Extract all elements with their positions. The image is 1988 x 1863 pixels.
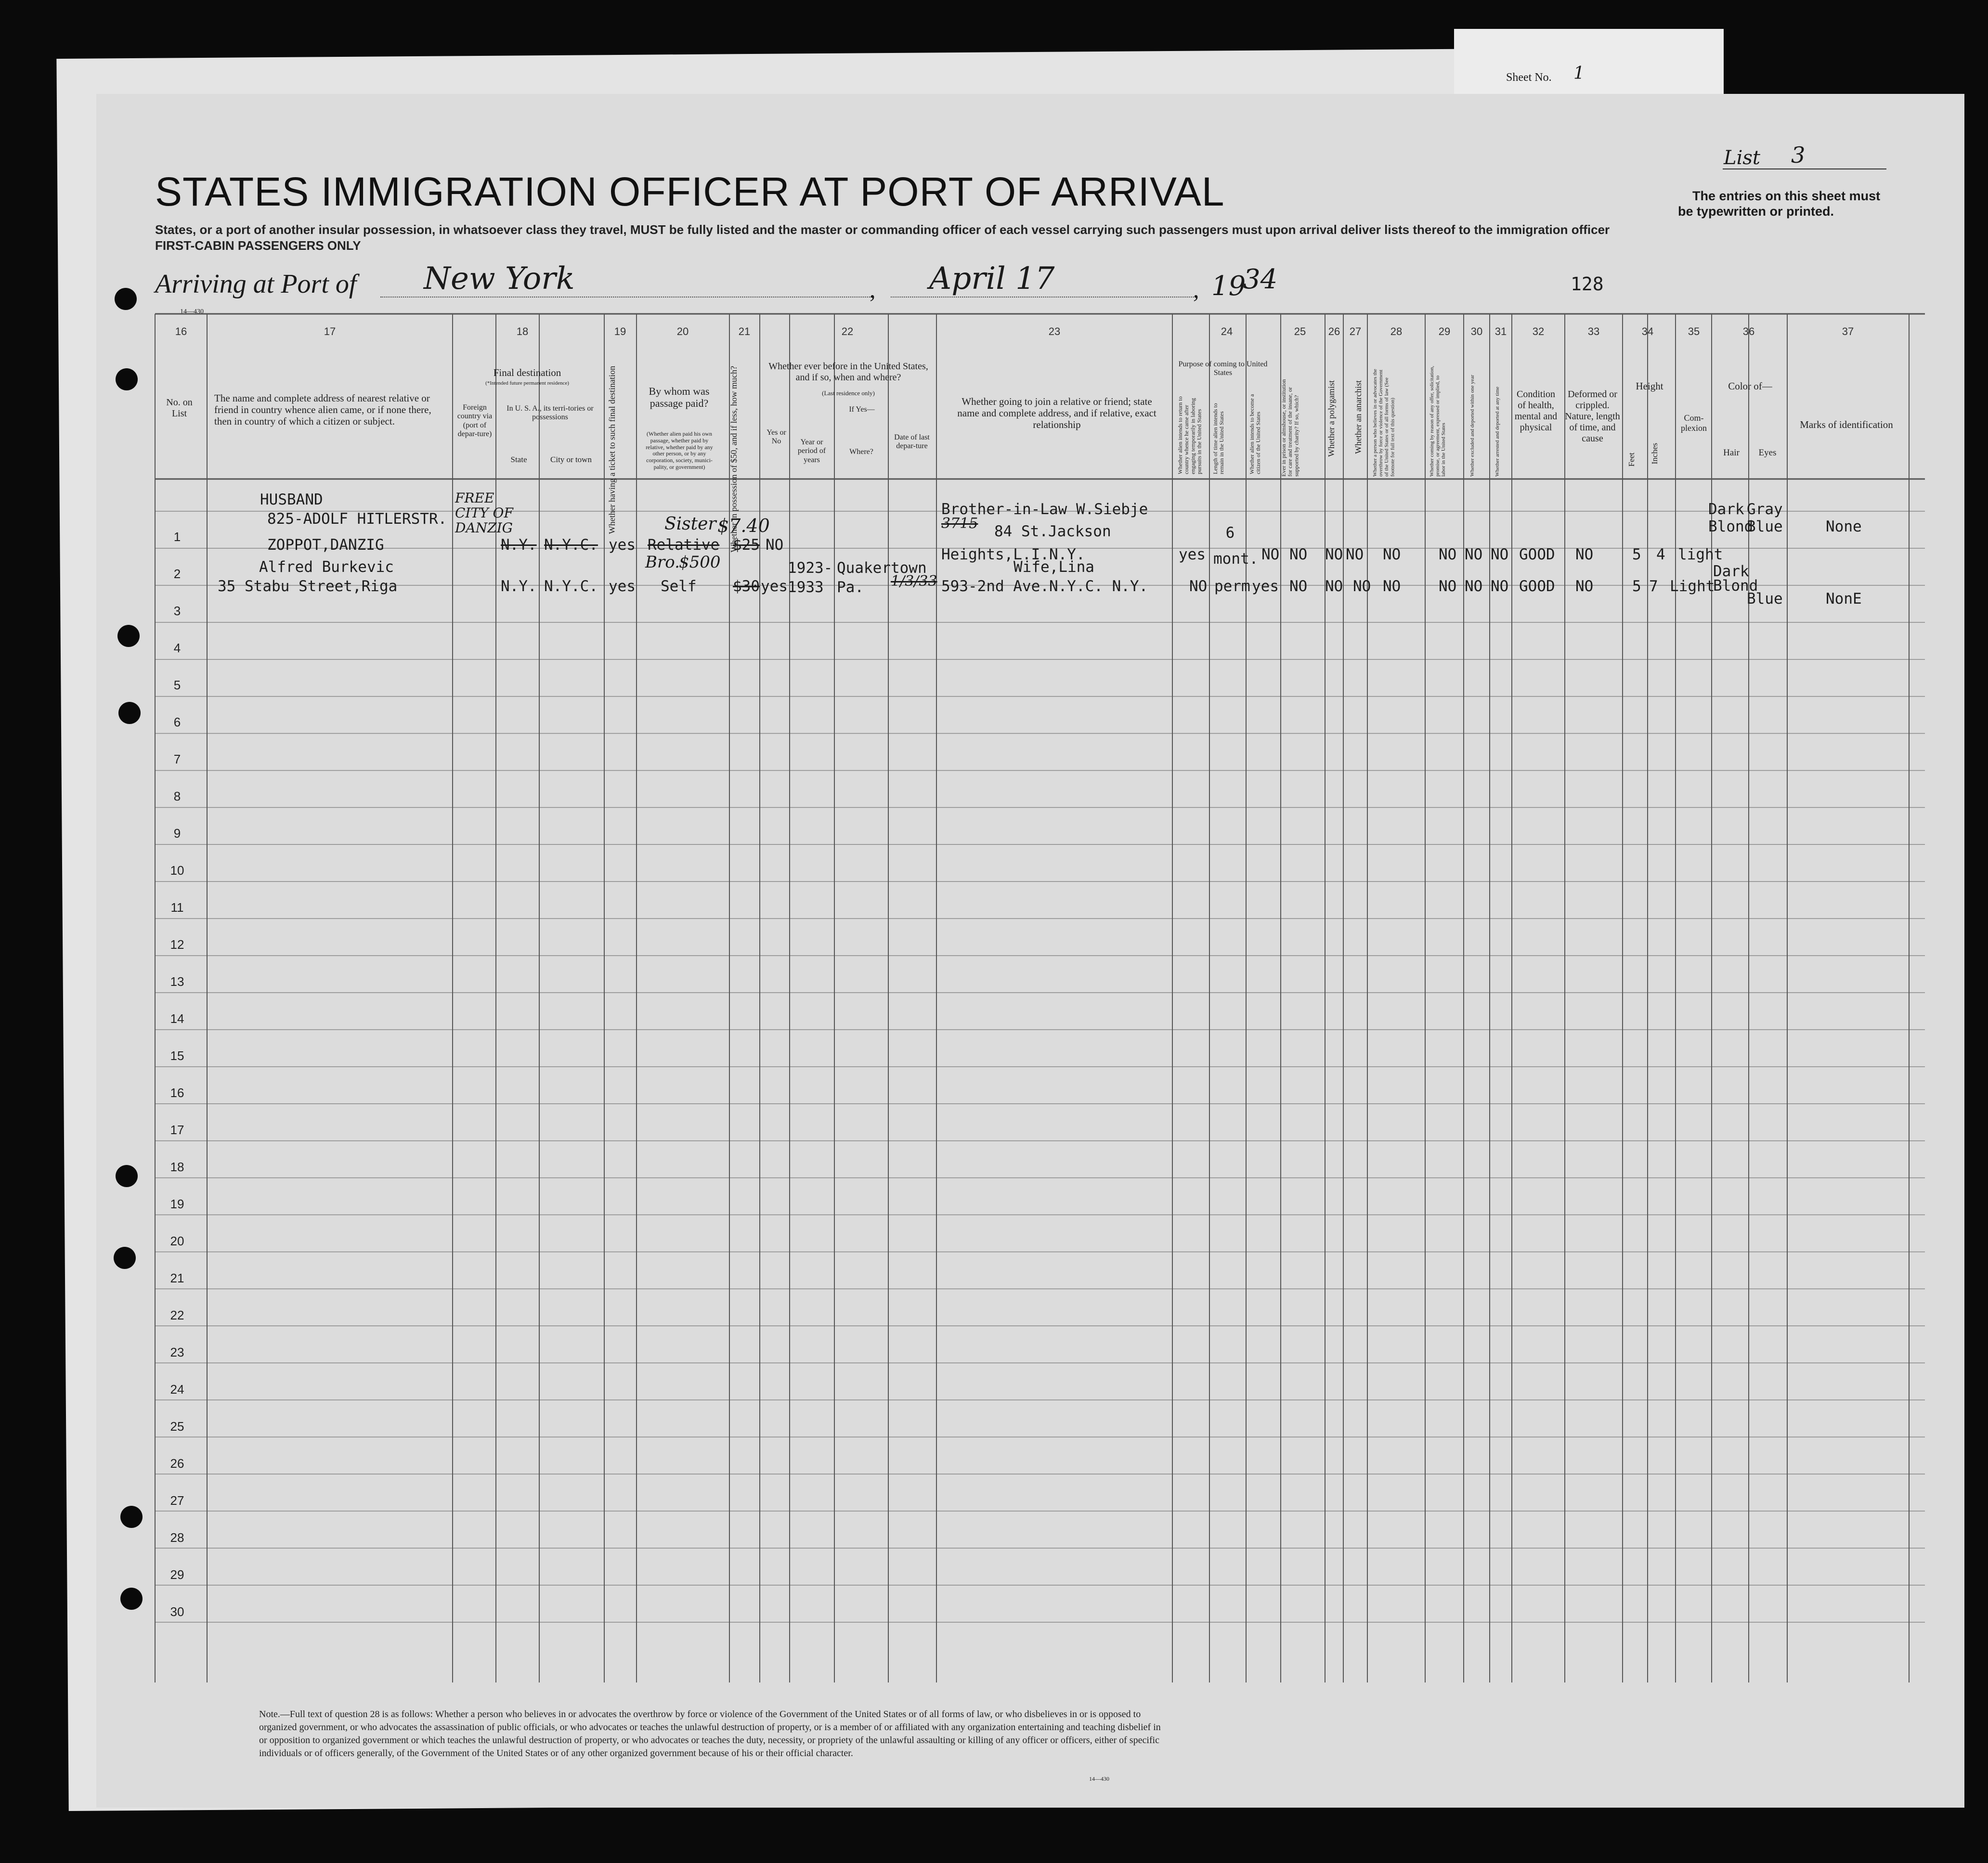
row-number: 22 [170, 1308, 184, 1322]
row2-relative-line2: 35 Stabu Street,Riga [218, 578, 398, 595]
row1-deformed: NO [1575, 546, 1594, 563]
header-ticket: Whether having a ticket to such final destination [607, 366, 617, 534]
column-number: 26 [1328, 325, 1340, 337]
row-number: 20 [170, 1234, 184, 1248]
sheet-number: 1 [1573, 64, 1585, 83]
row2-join-line1: Wife,Lina [1013, 558, 1094, 576]
arriving-label: Arriving at Port of [155, 269, 357, 299]
row1-c25: NO [1289, 546, 1308, 563]
row-number: 19 [170, 1197, 184, 1211]
header-offer: Whether coming by reason of any offer, solicitation, promise, or agreement, expressed or implied, to labor in the United States [1429, 366, 1447, 477]
header-join-relative: Whether going to join a relative or friend; state name and complete address, and if relative, exact relationship [957, 396, 1156, 431]
row1-c26: NO [1325, 546, 1343, 563]
row2-c30: NO [1465, 578, 1483, 595]
header-hair: Hair [1723, 448, 1740, 458]
row1-c28: NO [1383, 546, 1401, 563]
column-number: 37 [1842, 325, 1854, 337]
row1-money-typed: $25 [733, 536, 760, 554]
row1-foreign-country: FREE CITY OF DANZIG [455, 490, 513, 536]
header-overthrow: Whether a person who believes in or advocates the overthrow by force or violence of the Government of the United States or of all forms of law (See footnote for full text of this question) [1372, 369, 1396, 477]
row1-join-line1: Brother-in-Law W.Siebje [941, 501, 1148, 518]
row-number: 7 [173, 752, 181, 766]
column-number: 17 [324, 325, 336, 337]
row2-c26: NO [1325, 578, 1343, 595]
column-number: 24 [1221, 325, 1233, 337]
row-number: 30 [170, 1604, 184, 1619]
port-name: New York [424, 261, 575, 297]
column-number: 33 [1587, 325, 1600, 337]
year-suffix: 34 [1243, 264, 1278, 295]
row-number: 9 [173, 826, 181, 841]
header-money: Whether in possession of $50, and if less, how much? [729, 366, 739, 553]
row1-c29: NO [1439, 546, 1457, 563]
row2-ticket: yes [609, 578, 636, 595]
row-number: 28 [170, 1530, 184, 1545]
column-number: 20 [676, 325, 689, 337]
row-number: 18 [170, 1160, 184, 1174]
row1-join-line2: 84 St.Jackson [994, 523, 1111, 540]
row1-marks: None [1826, 518, 1862, 535]
form-number: 14—430 [180, 308, 204, 315]
binding-hole [120, 1506, 143, 1528]
row1-relative-line3: ZOPPOT,DANZIG [267, 536, 384, 554]
header-purpose-citizen: Whether alien intends to become a citizen of the United States [1248, 394, 1262, 474]
row2-money-hand: $500 [679, 553, 721, 572]
row1-eyes: Gray Blue [1747, 501, 1783, 535]
binding-hole [115, 288, 137, 310]
header-passage-paid: By whom was passage paid? [649, 385, 710, 410]
header-relative: The name and complete address of nearest relative or friend in country whence alien came, or if none there, then in country of which a citizen or subject. [214, 392, 431, 427]
header-if-yes: If Yes— [849, 405, 875, 414]
binding-hole [114, 1247, 136, 1269]
row1-join-line3: Heights,L.I.N.Y. [941, 546, 1085, 563]
list-label: List [1724, 147, 1760, 169]
binding-hole [118, 702, 141, 724]
column-number: 34 [1641, 325, 1654, 337]
page-subtitle: States, or a port of another insular possession, in whatsoever class they travel, MUST be fully listed and the master or commanding officer of each vessel carrying such passengers must upon arrival deliver lists thereof to the immigration officer [155, 222, 1610, 237]
row-number: 27 [170, 1493, 184, 1508]
column-number: 31 [1494, 325, 1507, 337]
header-state: State [510, 455, 527, 464]
row1-c27: NO [1346, 546, 1364, 563]
comma-2: , [1193, 276, 1199, 303]
row-number: 8 [173, 789, 181, 803]
column-number: 28 [1390, 325, 1403, 337]
footnote: Note.—Full text of question 28 is as follows: Whether a person who believes in or advocates the overthrow by force or violence of the Government of the United States or of all forms of law, or who disbelieves in or is opposed to organized government, or who advocates the assassination of public officials, or who advocates or teaches the unlawful destruction of property, or is a member of or affiliated with any organization entertaining and teaching disbelief in or opposition to organized government or which teaches the unlawful destruction of property, or who advocates or teaches the duty, necessity, or propriety of the unlawful assaulting or killing of any officer or officers, either of specific individuals or of officers generally, of the Government of the United States or of any other organized government because of his or their official character. [259, 1709, 1161, 1759]
row2-inches: 7 [1649, 578, 1658, 595]
header-polygamist: Whether a polygamist [1326, 380, 1336, 457]
row2-hair: Dark Blond [1713, 563, 1758, 595]
header-no-on-list: No. on List [166, 397, 193, 419]
header-purpose-length: Length of time alien intends to remain in the United States [1212, 403, 1225, 474]
row-number: 6 [173, 715, 181, 729]
column-number: 25 [1294, 325, 1306, 337]
row2-paid-by-hand: Bro. [645, 553, 680, 572]
binding-hole [117, 625, 140, 647]
year-prefix: 19 [1211, 271, 1246, 302]
header-last-residence: (Last residence only) [822, 389, 875, 397]
row2-before-yes-no: yes [761, 578, 788, 595]
column-number: 27 [1349, 325, 1362, 337]
row2-purpose-time: perm [1214, 578, 1250, 595]
row-number: 2 [173, 567, 181, 581]
header-eyes: Eyes [1758, 448, 1777, 458]
binding-hole [116, 368, 138, 390]
header-height: Height [1636, 380, 1663, 392]
row-number: 21 [170, 1271, 184, 1285]
row2-c29: NO [1439, 578, 1457, 595]
row-number: 15 [170, 1048, 184, 1063]
row1-ticket: yes [609, 536, 636, 554]
column-number: 16 [175, 325, 187, 337]
header-inches: Inches [1650, 443, 1659, 465]
header-final-destination: Final destination [493, 367, 561, 378]
header-city: City or town [550, 455, 592, 464]
header-excluded: Whether excluded and deported within one year [1469, 375, 1475, 477]
page-title: STATES IMMIGRATION OFFICER AT PORT OF ARRIVAL [155, 169, 1225, 214]
column-number: 35 [1688, 325, 1700, 337]
row2-join-line2: 593-2nd Ave.N.Y.C. N.Y. [941, 578, 1148, 595]
row-number: 14 [170, 1011, 184, 1026]
row2-c31: NO [1491, 578, 1509, 595]
row2-city: N.Y.C. [544, 578, 598, 595]
column-number: 29 [1438, 325, 1451, 337]
row2-c27: NO [1353, 578, 1371, 595]
row2-deformed: NO [1575, 578, 1594, 595]
header-yes-no: Yes or No [767, 428, 786, 446]
sheet-number-label: Sheet No. [1506, 71, 1552, 84]
header-anarchist: Whether an anarchist [1353, 380, 1363, 454]
column-number: 18 [516, 325, 529, 337]
row-number: 5 [173, 678, 181, 692]
binding-hole [116, 1165, 138, 1187]
row2-state: N.Y. [501, 578, 537, 595]
passenger-class: FIRST-CABIN PASSENGERS ONLY [155, 238, 361, 253]
column-number: 30 [1470, 325, 1483, 337]
header-year-period: Year or period of years [797, 438, 826, 464]
column-number: 23 [1048, 325, 1061, 337]
row1-purpose-return: yes [1179, 546, 1206, 563]
row2-money-typed: $30 [733, 578, 760, 595]
row1-join-strike: 3715 [941, 515, 978, 532]
row1-before-yes-no: NO [766, 536, 784, 554]
row2-before-date: 1/3/33 [891, 573, 937, 590]
typewritten-note-2: be typewritten or printed. [1678, 204, 1834, 219]
page-stamp: 128 [1571, 273, 1604, 295]
row1-complexion: light [1678, 546, 1723, 563]
row-number: 24 [170, 1382, 184, 1397]
row-number: 13 [170, 974, 184, 989]
row1-hair: Dark Blond [1708, 501, 1754, 535]
header-purpose-return: Whether alien intends to return to country whence he came after engaging temporarily in laboring pursuits in the United States [1177, 396, 1203, 474]
header-deformed: Deformed or crippled. Nature, length of time, and cause [1565, 389, 1620, 444]
row1-purpose-time: 6 mont. [1213, 524, 1259, 568]
row2-c28: NO [1383, 578, 1401, 595]
header-date-departure: Date of last depar-ture [894, 433, 930, 451]
comma-1: , [870, 276, 876, 303]
row2-purpose-citizen: yes [1252, 578, 1279, 595]
row2-relative-line1: Alfred Burkevic [259, 558, 394, 576]
row-number: 17 [170, 1123, 184, 1137]
row1-paid-by-typed: Relative [648, 536, 720, 554]
row2-health: GOOD [1519, 578, 1555, 595]
row1-money-hand: $7.40 [717, 515, 770, 536]
row1-health: GOOD [1519, 546, 1555, 563]
row-number: 29 [170, 1567, 184, 1582]
row2-eyes: Blue [1747, 590, 1783, 608]
header-in-us: In U. S. A., its terri-tories or possessions [507, 404, 594, 422]
row-number: 4 [173, 641, 181, 655]
header-prison: Ever in prison or almshouse, or institution for care and treatment of the insane, or supported by charity? If so, which? [1280, 379, 1300, 477]
row1-inches: 4 [1656, 546, 1665, 563]
row2-before-where: Quakertown Pa. [837, 559, 927, 596]
row1-c30: NO [1465, 546, 1483, 563]
row1-relative-line2: 825-ADOLF HITLERSTR. [267, 510, 447, 528]
row-number: 26 [170, 1456, 184, 1471]
arrival-date: April 17 [929, 261, 1055, 297]
row1-city: N.Y.C. [544, 536, 598, 554]
typewritten-note-1: The entries on this sheet must [1692, 189, 1881, 203]
row-number: 11 [170, 900, 184, 915]
column-number: 36 [1742, 325, 1755, 337]
row-number: 16 [170, 1086, 184, 1100]
header-foreign-country: Foreign country via (port of depar-ture) [457, 403, 493, 439]
column-number: 19 [614, 325, 626, 337]
header-purpose: Purpose of coming to United States [1178, 360, 1268, 377]
row1-purpose-citizen: NO [1261, 546, 1280, 563]
row2-complexion: Light [1670, 578, 1715, 595]
row2-c25: NO [1289, 578, 1308, 595]
row1-state: N.Y. [501, 536, 537, 554]
header-marks: Marks of identification [1800, 419, 1893, 430]
row-number: 12 [170, 937, 184, 952]
footnote-form-number: 14—430 [1089, 1775, 1109, 1782]
row2-purpose-return: NO [1189, 578, 1208, 595]
header-feet: Feet [1627, 453, 1636, 467]
header-before-in-us: Whether ever before in the United States, and if so, when and where? [768, 361, 928, 383]
header-deported: Whether arrested and deported at any time [1494, 387, 1500, 477]
binding-hole [120, 1588, 143, 1610]
row2-marks: NonE [1826, 590, 1862, 608]
list-number: 3 [1791, 142, 1806, 168]
header-passage-note: (Whether alien paid his own passage, whether paid by relative, whether paid by any other person, or by any corporation, society, munici-pality, or government) [646, 430, 713, 470]
column-number: 22 [841, 325, 854, 337]
row-number: 23 [170, 1345, 184, 1359]
row2-paid-by-typed: Self [661, 578, 697, 595]
header-where: Where? [849, 448, 873, 456]
row-number: 10 [170, 863, 184, 878]
row2-before-years: 1923-1933 [788, 559, 833, 596]
header-final-destination-note: (*Intended future permanent residence) [485, 380, 569, 386]
row1-feet: 5 [1632, 546, 1641, 563]
row2-feet: 5 [1632, 578, 1641, 595]
column-number: 32 [1532, 325, 1545, 337]
row1-paid-by-hand: Sister [664, 514, 716, 534]
header-health: Condition of health, mental and physical [1514, 389, 1558, 433]
row1-relative-line1: HUSBAND [260, 491, 323, 508]
row-number: 25 [170, 1419, 184, 1434]
header-color-of: Color of— [1728, 380, 1772, 392]
column-number: 21 [738, 325, 751, 337]
row1-c31: NO [1491, 546, 1509, 563]
row-number: 1 [173, 530, 181, 544]
row-number: 3 [173, 604, 181, 618]
header-complexion: Com-plexion [1681, 413, 1707, 433]
